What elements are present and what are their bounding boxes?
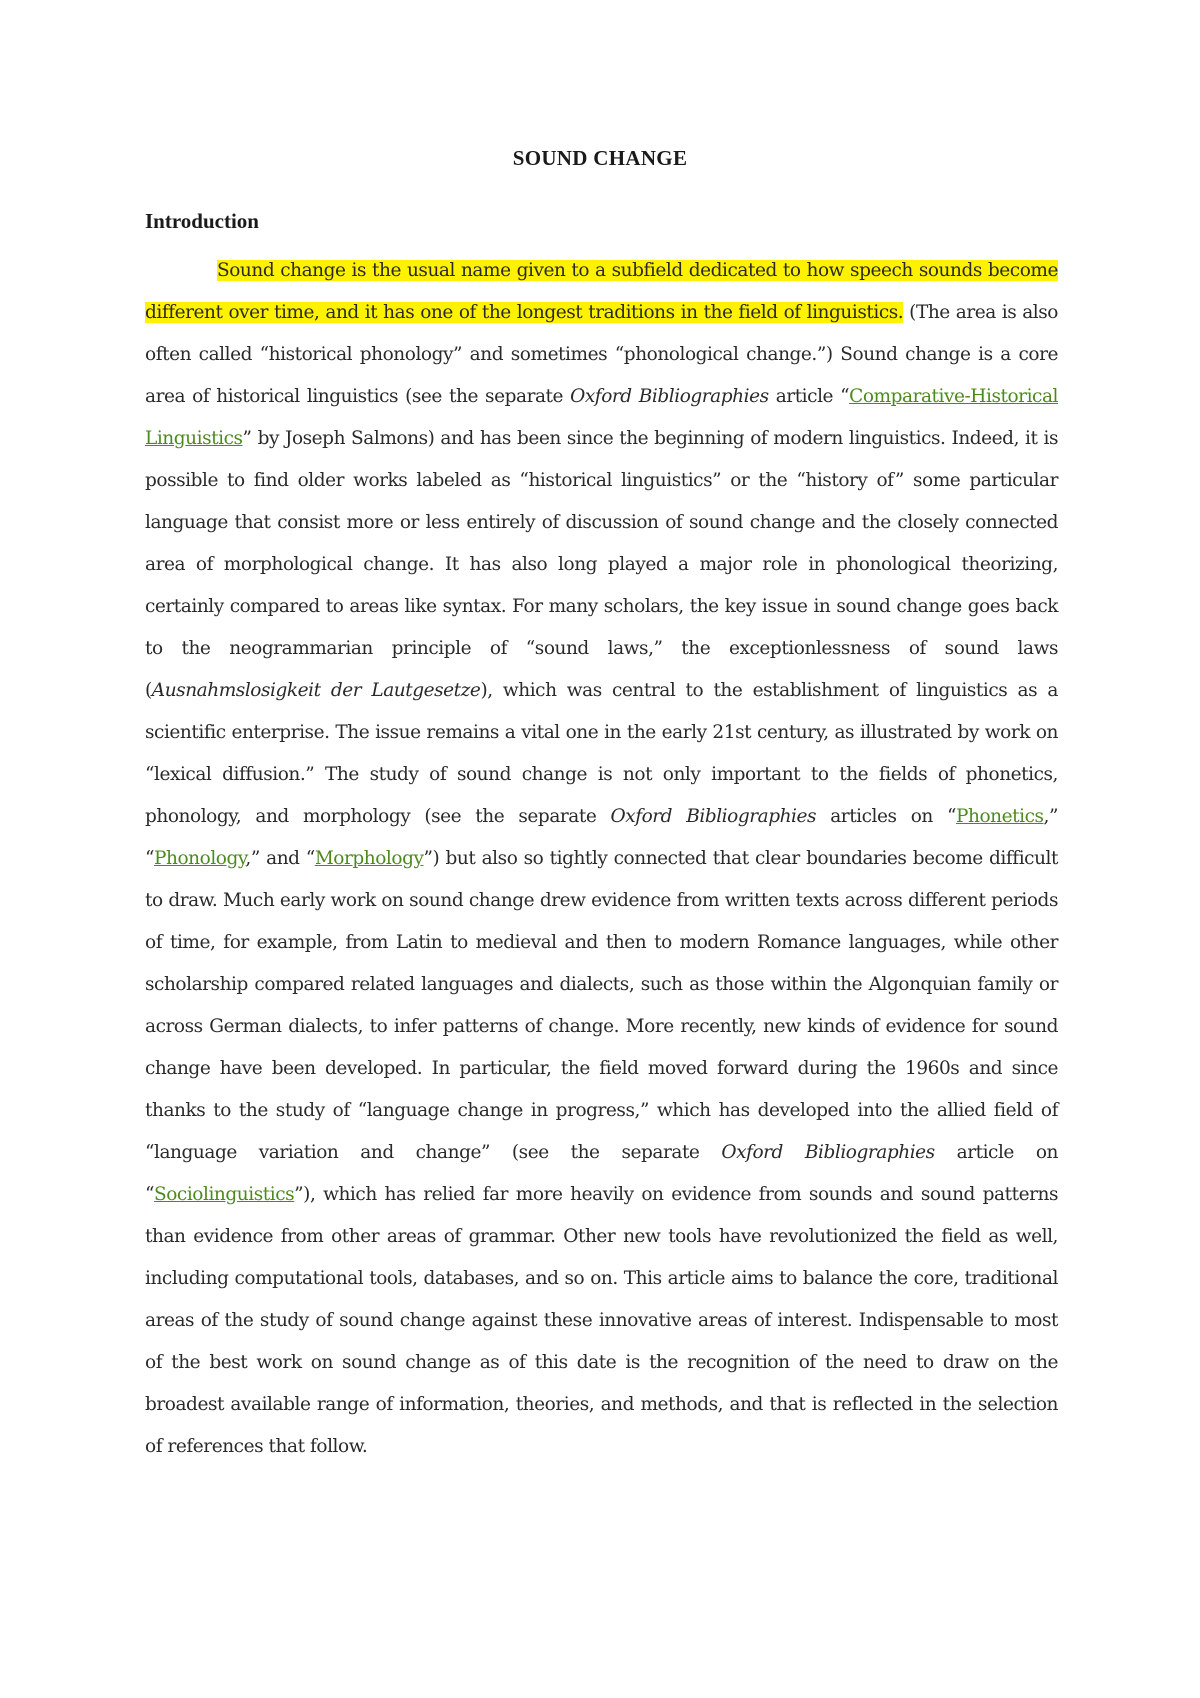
- intro-paragraph: [145, 250, 1058, 1468]
- paragraph-text: (The area is also often called “historical phonology” and sometimes “phonological change.”) Sound change is a core area of historical linguistics (see the separate: [145, 302, 1058, 407]
- highlighted-sentence[interactable]: Sound change is the usual name given to a subfield dedicated to how speech sounds become different over time, and it has one of the longest traditions in the field of linguistics.: [145, 260, 1058, 323]
- paragraph-text: ,” “: [145, 806, 1058, 869]
- paragraph-text: ” by Joseph Salmons) and has been since the beginning of modern linguistics. Indeed, it is possible to find older works labeled as “historical linguistics” or the “history of” some particular language that consist more or less entirely of discussion of sound change and the closely connected area of morphological change. It has also long played a major role in phonological theorizing, certainly compared to areas like syntax. For many scholars, the key issue in sound change goes back to the neogrammarian principle of “sound laws,” the exceptionlessness of sound laws (: [145, 428, 1058, 701]
- link-comparative-historical-linguistics[interactable]: Comparative-Historical Linguistics: [145, 386, 1058, 449]
- paragraph-text: ,” and “: [245, 848, 315, 869]
- paragraph-text: ”) but also so tightly connected that clear boundaries become difficult to draw. Much early work on sound change drew evidence from written texts across different periods of time, for example, from Latin to medieval and then to modern Romance languages, while other scholarship compared related languages and dialects, such as those within the Algonquian family or across German dialects, to infer patterns of change. More recently, new kinds of evidence for sound change have been developed. In particular, the field moved forward during the 1960s and since thanks to the study of “language change in progress,” which has developed into the allied field of “language variation and change” (see the separate: [145, 848, 1058, 1163]
- italic-text: Oxford Bibliographies: [721, 1142, 935, 1163]
- paragraph-text: articles on “: [816, 806, 957, 827]
- link-phonetics[interactable]: Phonetics: [956, 806, 1044, 827]
- italic-text: Oxford Bibliographies: [610, 806, 817, 827]
- section-heading: Introduction: [145, 209, 259, 233]
- document-title: SOUND CHANGE: [512, 146, 688, 170]
- paragraph-text: ”), which has relied far more heavily on evidence from sounds and sound patterns than evidence from other areas of grammar. Other new tools have revolutionized the field as well, including computational tools, databases, and so on. This article aims to balance the core, traditional areas of the study of sound change against these innovative areas of interest. Indispensable to most of the best work on sound change as of this date is the recognition of the need to draw on the broadest available range of information, theories, and methods, and that is reflected in the selection of references that follow.: [145, 1184, 1058, 1457]
- paragraph-text: ), which was central to the establishment of linguistics as a scientific enterprise. The issue remains a vital one in the early 21st century, as illustrated by work on “lexical diffusion.” The study of sound change is not only important to the fields of phonetics, phonology, and morphology (see the separate: [145, 680, 1058, 827]
- link-phonology[interactable]: Phonology: [154, 848, 246, 869]
- link-sociolinguistics[interactable]: Sociolinguistics: [154, 1184, 295, 1205]
- italic-text: Oxford Bibliographies: [570, 386, 769, 407]
- italic-text: Ausnahmslosigkeit der Lautgesetze: [151, 680, 481, 701]
- paragraph-text: article “: [768, 386, 850, 407]
- paragraph-text: article on “: [145, 1142, 1058, 1205]
- link-morphology[interactable]: Morphology: [314, 848, 424, 869]
